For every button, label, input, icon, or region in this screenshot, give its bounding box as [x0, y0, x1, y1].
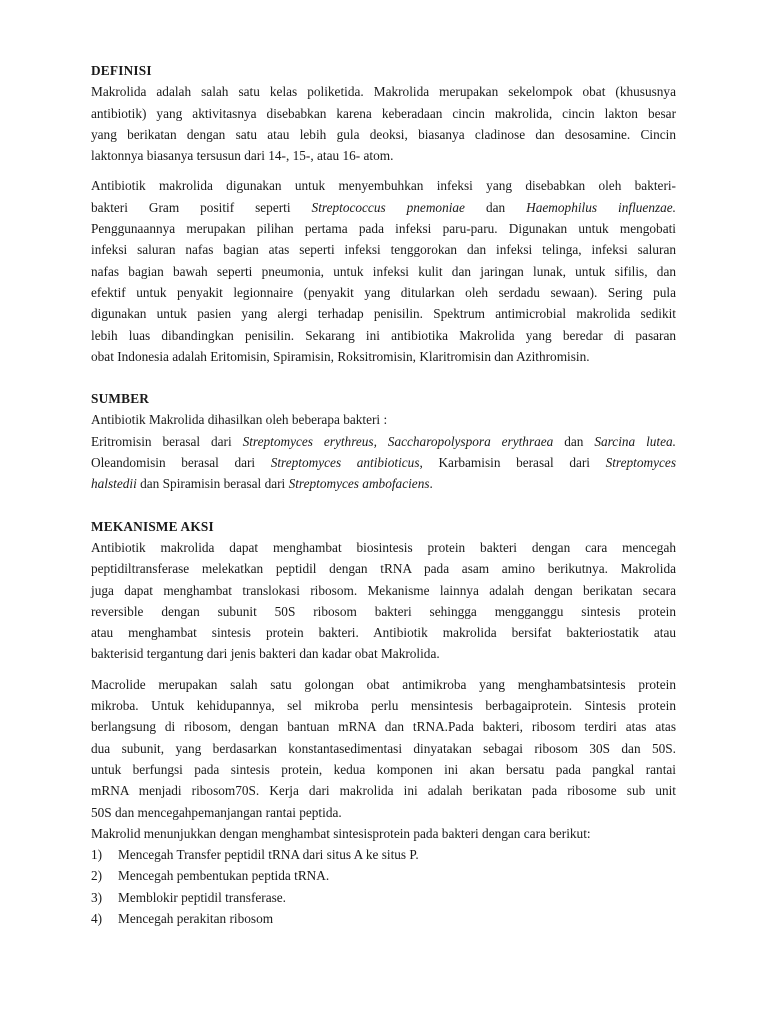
list-intro: Makrolid menunjukkan dengan menghambat sintesisprotein pada bakteri dengan cara berikut:: [91, 825, 591, 841]
text-line: berlangsung di ribosom, dengan bantuan mRNA dan tRNA.Pada bakteri, ribosom terdiri atas atas: [91, 719, 676, 735]
list-item: [91, 844, 676, 865]
list-number: 2): [91, 868, 103, 884]
list-item: [91, 908, 676, 929]
list-number: 1): [91, 847, 103, 863]
text-line: bakterisid tergantung dari jenis bakteri dan kadar obat Makrolida.: [91, 646, 440, 662]
species-name: Streptomyces ambofaciens: [288, 476, 430, 492]
text-line: juga dapat menghambat translokasi ribosom. Mekanisme lainnya adalah dengan berikatan secara: [91, 582, 676, 598]
text-line: nafas bagian bawah seperti pneumonia, untuk infeksi kulit dan jaringan lunak, untuk sifilis, dan: [91, 263, 676, 279]
text-line: infeksi saluran nafas bagian atas seperti infeksi tenggorokan dan infeksi telinga, infeksi saluran: [91, 242, 676, 258]
text-line: digunakan untuk pasien yang alergi terhadap penisilin. Spektrum antimicrobial makrolida sedikit: [91, 306, 676, 322]
section-heading-definisi: DEFINISI: [91, 63, 152, 78]
species-name: Streptomyces: [605, 455, 676, 471]
text-line-species: bakteri Gram positif seperti Streptococcus pnemoniae dan Haemophilus influenzae.: [91, 199, 677, 215]
list-text: Mencegah perakitan ribosom: [118, 910, 274, 926]
text-line: mRNA menjadi ribosom70S. Kerja dari makrolida ini adalah berikatan pada ribosome sub unit: [91, 783, 676, 799]
section-heading-sumber: SUMBER: [91, 391, 150, 407]
definisi-paragraph-2: [91, 175, 676, 367]
text-line: mikroba. Untuk kehidupannya, sel mikroba perlu mensintesis berbagaiprotein. Sintesis protein: [91, 698, 676, 714]
text-line-species: halstedii dan Spiramisin berasal dari Streptomyces ambofaciens.: [91, 476, 433, 492]
text-line: Antibiotik makrolida digunakan untuk menyembuhkan infeksi yang disebabkan oleh bakteri-: [91, 178, 676, 194]
list-text: Mencegah Transfer peptidil tRNA dari situs A ke situs P.: [118, 847, 419, 863]
text-line: peptidiltransferase melekatkan peptidil dengan tRNA pada asam amino berikutnya. Makrolida: [91, 561, 676, 577]
text-line: Antibiotik Makrolida dihasilkan oleh beberapa bakteri :: [91, 412, 388, 428]
text-line: antibiotik) yang aktivitasnya disebabkan karena keberadaan cincin makrolida, cincin lakton besar: [91, 105, 676, 121]
text-line: Macrolide merupakan salah satu golongan obat antimikroba yang menghambatsintesis protein: [91, 676, 676, 692]
species-name: Haemophilus influenzae.: [526, 199, 677, 215]
list-number: 4): [91, 910, 103, 926]
mekanisme-paragraph-2: [91, 674, 676, 844]
definisi-paragraph-1: [91, 81, 676, 166]
text-line: Antibiotik makrolida dapat menghambat biosintesis protein bakteri dengan cara mencegah: [91, 539, 676, 555]
text-line: obat Indonesia adalah Eritomisin, Spiramisin, Roksitromisin, Klaritromisin dan Azithromisin.: [91, 348, 590, 364]
text-line: efektif untuk penyakit legionnaire (penyakit yang ditularkan oleh serdadu sewaan). Sering pula: [91, 284, 676, 300]
mekanisme-paragraph-1: [91, 537, 676, 665]
species-name: Sarcina lutea.: [594, 433, 676, 449]
species-name: Streptomyces antibioticus: [270, 455, 420, 471]
mechanism-list: [91, 844, 676, 929]
list-number: 3): [91, 889, 103, 905]
text-line: lebih luas dibandingkan penisilin. Sekarang ini antibiotika Makrolida yang beredar di pasaran: [91, 327, 676, 343]
text-line: yang berikatan dengan satu atau lebih gula deoksi, biasanya cladinose dan desosamine. Cincin: [91, 126, 676, 142]
species-name: Streptomyces erythreus, Saccharopolyspora erythraea: [242, 433, 554, 449]
text-line: 50S dan mencegahpemanjangan rantai peptida.: [91, 804, 342, 820]
list-text: Memblokir peptidil transferase.: [118, 889, 287, 905]
text-line: untuk berfungsi pada sintesis protein, kedua komponen ini akan bersatu pada pangkal rantai: [91, 761, 676, 777]
list-item: [91, 865, 676, 886]
text-line: Penggunaannya merupakan pilihan pertama pada infeksi paru-paru. Digunakan untuk mengobati: [91, 221, 676, 237]
sumber-paragraph: [91, 409, 676, 494]
text-line: reversible dengan subunit 50S ribosom bakteri sehingga mengganggu sintesis protein: [91, 603, 676, 619]
text-line-species: Eritromisin berasal dari Streptomyces erythreus, Saccharopolyspora erythraea dan Sarcina lutea.: [91, 433, 676, 449]
list-text: Mencegah pembentukan peptida tRNA.: [118, 868, 330, 884]
species-name: halstedii: [91, 476, 137, 492]
text-line: atau menghambat sintesis protein bakteri. Antibiotik makrolida bersifat bakteriostatik atau: [91, 625, 676, 641]
section-heading-mekanisme: MEKANISME AKSI: [91, 518, 214, 534]
text-line: laktonnya biasanya tersusun dari 14-, 15-, atau 16- atom.: [91, 148, 394, 164]
text-line-species: Oleandomisin berasal dari Streptomyces antibioticus, Karbamisin berasal dari Streptomyces: [91, 455, 676, 471]
list-item: [91, 887, 676, 908]
text-line: Makrolida adalah salah satu kelas poliketida. Makrolida merupakan sekelompok obat (khususnya: [91, 84, 676, 100]
text-line: dua subunit, yang berdasarkan konstantasedimentasi dinyatakan sebagai ribosom 30S dan 50S.: [91, 740, 676, 756]
document-page: [91, 60, 676, 929]
species-name: Streptococcus pnemoniae: [311, 199, 465, 215]
